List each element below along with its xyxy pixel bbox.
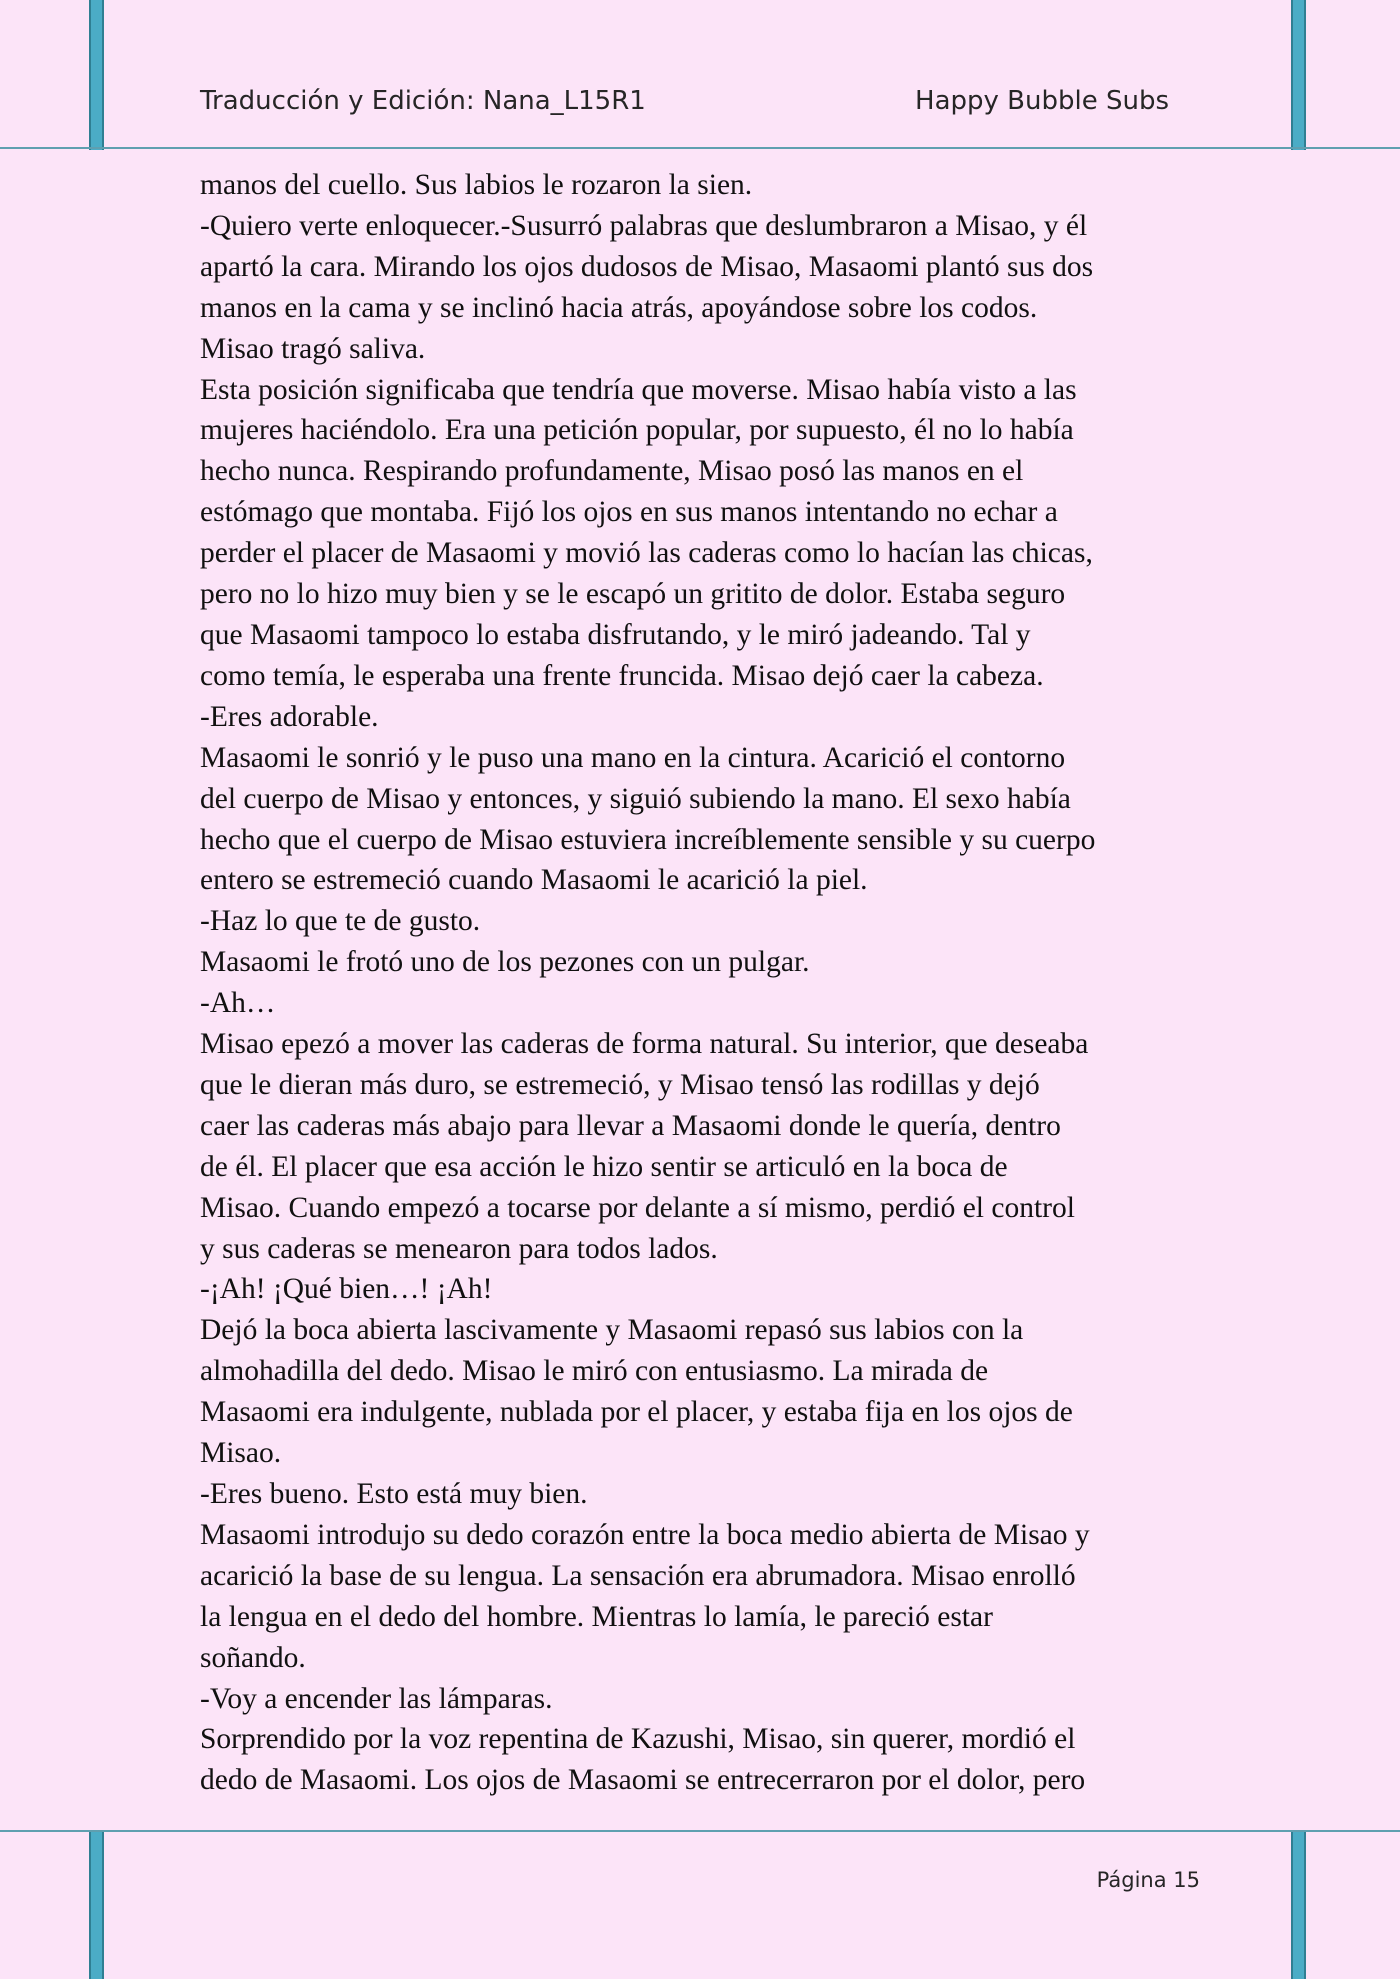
text-line: entero se estremeció cuando Masaomi le acarició la piel.	[200, 864, 868, 897]
text-line: Misao tragó saliva.	[200, 332, 426, 365]
text-line: Masaomi introdujo su dedo corazón entre la boca medio abierta de Misao y	[200, 1518, 1090, 1551]
page-number: Página 15	[1096, 1868, 1200, 1892]
header-group-name: Happy Bubble Subs	[915, 86, 1169, 116]
text-line: Misao.	[200, 1437, 282, 1470]
text-line: que le dieran más duro, se estremeció, y Misao tensó las rodillas y dejó	[200, 1068, 1040, 1101]
text-line: -Eres bueno. Esto está muy bien.	[200, 1478, 588, 1510]
text-line: Misao. Cuando empezó a tocarse por delante a sí mismo, perdió el control	[200, 1191, 1075, 1224]
text-line: Masaomi le frotó uno de los pezones con un pulgar.	[200, 946, 810, 979]
text-line: Dejó la boca abierta lascivamente y Masaomi repasó sus labios con la	[200, 1314, 1024, 1347]
text-line: -Eres adorable.	[200, 700, 379, 733]
text-line: pero no lo hizo muy bien y se le escapó un gritito de dolor. Estaba seguro	[200, 578, 1066, 611]
text-line: la lengua en el dedo del hombre. Mientras lo lamía, le pareció estar	[200, 1600, 993, 1633]
footer-rule	[0, 1830, 1400, 1832]
text-line: -Quiero verte enloquecer.-Susurró palabras que deslumbraron a Misao, y él	[200, 209, 1088, 242]
text-line: -¡Ah! ¡Qué bien…! ¡Ah!	[200, 1273, 493, 1306]
text-line: dedo de Masaomi. Los ojos de Masaomi se entrecerraron por el dolor, pero	[200, 1764, 1086, 1797]
top-right-accent-bar	[1291, 0, 1306, 150]
text-line: mujeres haciéndolo. Era una petición popular, por supuesto, él no lo había	[200, 414, 1074, 447]
text-line: del cuerpo de Misao y entonces, y siguió subiendo la mano. El sexo había	[200, 782, 1071, 815]
text-line: soñando.	[200, 1641, 306, 1674]
text-line: acarició la base de su lengua. La sensación era abrumadora. Misao enrolló	[200, 1559, 1076, 1592]
text-line: Masaomi era indulgente, nublada por el placer, y estaba fija en los ojos de	[200, 1396, 1073, 1429]
text-line: de él. El placer que esa acción le hizo sentir se articuló en la boca de	[200, 1150, 1008, 1183]
text-line: -Ah…	[200, 987, 276, 1020]
text-line: apartó la cara. Mirando los ojos dudosos de Misao, Masaomi plantó sus dos	[200, 250, 1094, 283]
text-line: almohadilla del dedo. Misao le miró con entusiasmo. La mirada de	[200, 1355, 989, 1388]
text-line: como temía, le esperaba una frente fruncida. Misao dejó caer la cabeza.	[200, 659, 1044, 692]
text-line: Sorprendido por la voz repentina de Kazushi, Misao, sin querer, mordió el	[200, 1723, 1076, 1756]
text-line: hecho nunca. Respirando profundamente, Misao posó las manos en el	[200, 455, 1024, 488]
text-line: que Masaomi tampoco lo estaba disfrutando, y le miró jadeando. Tal y	[200, 618, 1031, 651]
text-line: manos en la cama y se inclinó hacia atrás, apoyándose sobre los codos.	[200, 291, 1038, 324]
body-text	[200, 165, 1210, 1801]
text-line: Misao epezó a mover las caderas de forma natural. Su interior, que deseaba	[200, 1028, 1089, 1061]
text-line: Esta posición significaba que tendría que moverse. Misao había visto a las	[200, 373, 1077, 406]
text-line: -Voy a encender las lámparas.	[200, 1682, 553, 1715]
header-rule	[0, 147, 1400, 149]
text-line: estómago que montaba. Fijó los ojos en sus manos intentando no echar a	[200, 496, 1058, 529]
text-line: Masaomi le sonrió y le puso una mano en la cintura. Acarició el contorno	[200, 741, 1066, 774]
header-credits: Traducción y Edición: Nana_L15R1	[200, 86, 646, 116]
bottom-left-accent-bar	[89, 1830, 104, 1979]
text-line: -Haz lo que te de gusto.	[200, 905, 481, 938]
text-line: caer las caderas más abajo para llevar a Masaomi donde le quería, dentro	[200, 1109, 1061, 1142]
text-line: y sus caderas se menearon para todos lados.	[200, 1232, 718, 1265]
text-line: hecho que el cuerpo de Misao estuviera increíblemente sensible y su cuerpo	[200, 823, 1096, 856]
text-line: perder el placer de Masaomi y movió las caderas como lo hacían las chicas,	[200, 537, 1093, 570]
bottom-right-accent-bar	[1291, 1830, 1306, 1979]
text-line: manos del cuello. Sus labios le rozaron la sien.	[200, 169, 753, 201]
top-left-accent-bar	[89, 0, 104, 150]
